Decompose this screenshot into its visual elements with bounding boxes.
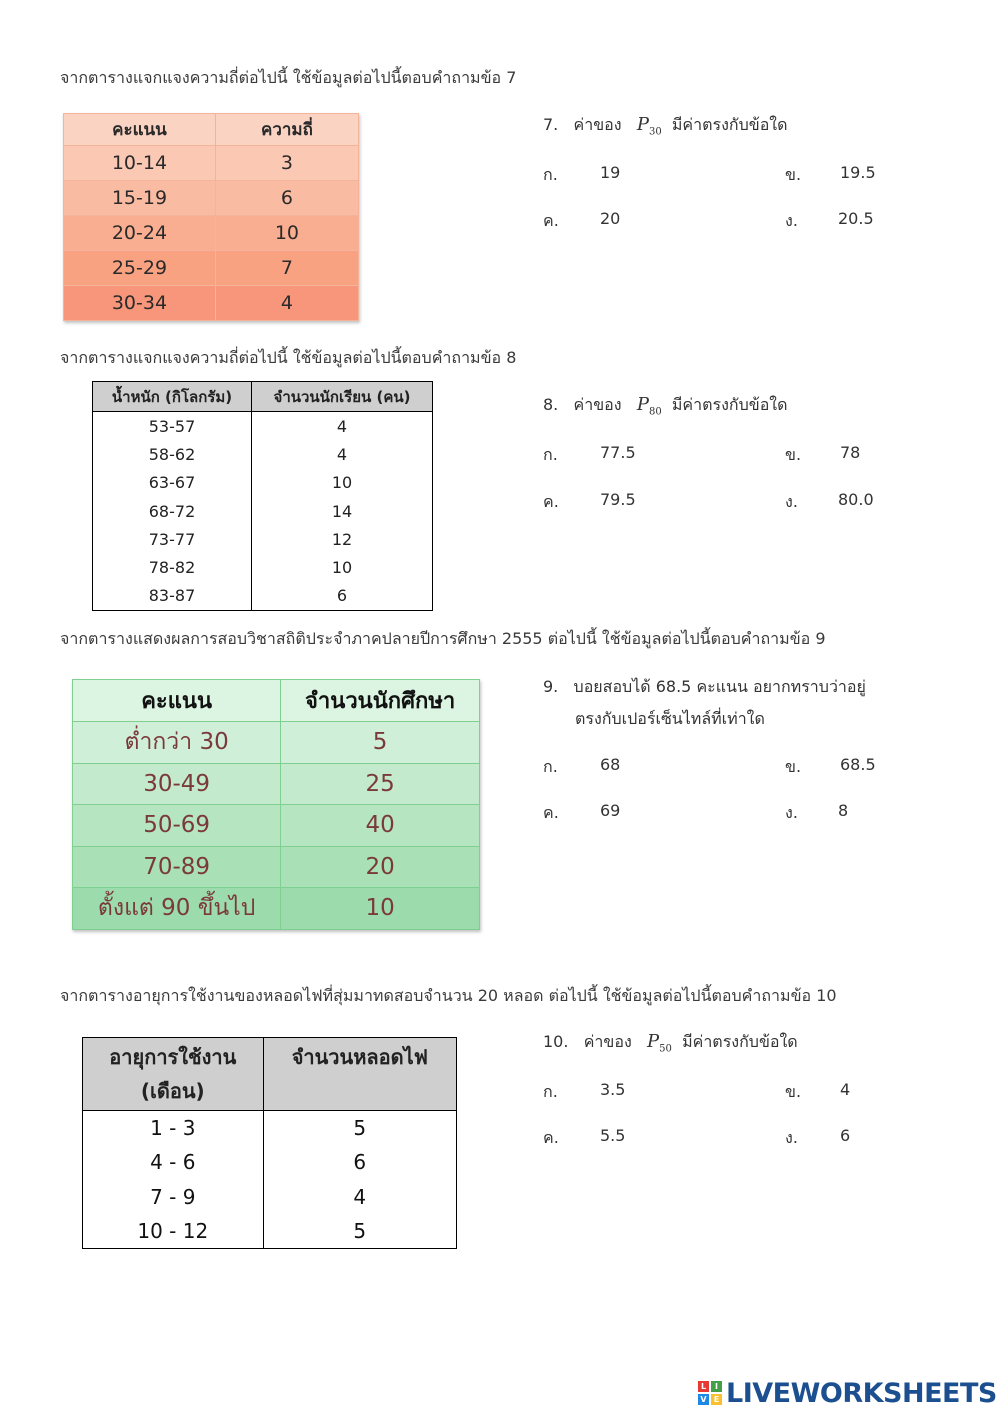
table-cell: 12 [252,525,433,553]
table-cell: ตั้งแต่ 90 ขึ้นไป [73,888,281,930]
table-cell: 5 [263,1214,456,1249]
table-cell: 63-67 [93,469,252,497]
option-value: 69 [600,801,621,820]
logo-squares-icon: L I V E [698,1381,722,1405]
bulb-lifetime-table [82,1037,457,1249]
option-value: 68 [600,755,621,774]
table-row [73,805,480,847]
table-cell: 10 [281,888,480,930]
table-cell: 1 - 3 [83,1111,264,1146]
table-row [83,1180,457,1214]
table-header: ความถี่ [215,114,358,146]
table-cell: 70-89 [73,846,281,888]
section2-intro: จากตารางแจกแจงความถี่ต่อไปนี้ ใช้ข้อมูลต่อไปนี้ตอบคำถามข้อ 8 [60,348,517,367]
table-cell: 53-57 [93,412,252,441]
question-number: 10. [543,1032,569,1051]
question-number: 9. [543,677,559,696]
table-cell: 10-14 [64,146,216,181]
table-cell: 6 [215,181,358,216]
table-row [73,722,480,764]
table-cell: 7 [215,251,358,286]
option-label: ค. [543,803,559,822]
table-cell: 10 [252,553,433,581]
option-value: 6 [840,1126,851,1145]
option-value: 19 [600,163,621,182]
option-label: ง. [785,803,798,822]
table-row [64,251,359,286]
table-cell: ต่ำกว่า 30 [73,722,281,764]
table-row [64,286,359,321]
table-row [73,888,480,930]
table-row [93,497,433,525]
question-number: 8. [543,395,559,414]
table-header: คะแนน [64,114,216,146]
table-cell: 20-24 [64,216,216,251]
section4-intro: จากตารางอายุการใช้งานของหลอดไฟที่สุ่มมาทดสอบจำนวน 20 หลอด ต่อไปนี้ ใช้ข้อมูลต่อไปนี้ตอบคำถามข้อ 10 [60,986,837,1005]
question-text: มีค่าตรงกับข้อใด [682,1032,798,1051]
question-text: ตรงกับเปอร์เซ็นไทล์ที่เท่าใด [575,709,765,728]
option-label: ข. [785,445,802,464]
table-cell: 5 [281,722,480,764]
table-cell: 10 [215,216,358,251]
option-value: 8 [838,801,849,820]
option-label: ก. [543,445,558,464]
table-row [93,582,433,611]
option-label: ข. [785,165,802,184]
table-cell: 4 - 6 [83,1145,264,1179]
percentile-symbol: $P_{50}$ [647,1031,672,1055]
option-value: 20.5 [838,209,874,228]
option-value: 80.0 [838,490,874,509]
table-cell: 5 [263,1111,456,1146]
table-cell: 4 [252,440,433,468]
option-label: ค. [543,492,559,511]
table-header: อายุการใช้งาน (เดือน) [83,1038,264,1111]
table-cell: 20 [281,846,480,888]
question-text: ค่าของ [583,1032,632,1051]
table-row [83,1111,457,1146]
table-header: จำนวนหลอดไฟ [263,1038,456,1111]
option-label: ค. [543,211,559,230]
percentile-symbol: $P_{80}$ [636,394,662,418]
table-cell: 78-82 [93,553,252,581]
table-cell: 4 [252,412,433,441]
table-cell: 58-62 [93,440,252,468]
option-label: ง. [785,492,798,511]
question-text: มีค่าตรงกับข้อใด [671,115,788,134]
table-row [93,412,433,441]
table-cell: 25-29 [64,251,216,286]
table-cell: 68-72 [93,497,252,525]
option-label: ข. [785,1082,802,1101]
table-row [93,469,433,497]
question-number: 7. [543,115,559,134]
option-value: 68.5 [840,755,876,774]
option-label: ก. [543,165,558,184]
section1-intro: จากตารางแจกแจงความถี่ต่อไปนี้ ใช้ข้อมูลต่อไปนี้ตอบคำถามข้อ 7 [60,68,517,87]
question-text: ค่าของ [573,395,622,414]
section3-intro: จากตารางแสดงผลการสอบวิชาสถิติประจำภาคปลายปีการศึกษา 2555 ต่อไปนี้ ใช้ข้อมูลต่อไปนี้ตอบคำถามข้อ 9 [60,629,826,648]
option-value: 78 [840,443,861,462]
table-row [73,763,480,805]
option-value: 3.5 [600,1080,626,1099]
table-cell: 50-69 [73,805,281,847]
table-cell: 14 [252,497,433,525]
table-cell: 4 [263,1180,456,1214]
table-row [64,181,359,216]
table-cell: 15-19 [64,181,216,216]
table-header: จำนวนนักเรียน (คน) [252,382,433,412]
score-frequency-table [63,113,359,321]
question-text: มีค่าตรงกับข้อใด [671,395,788,414]
table-cell: 4 [215,286,358,321]
table-cell: 3 [215,146,358,181]
table-row [93,440,433,468]
table-cell: 30-49 [73,763,281,805]
table-cell: 30-34 [64,286,216,321]
option-value: 20 [600,209,621,228]
option-label: ง. [785,211,798,230]
table-header: จำนวนนักศึกษา [281,680,480,722]
table-cell: 6 [263,1145,456,1179]
table-cell: 6 [252,582,433,611]
table-cell: 83-87 [93,582,252,611]
table-row [73,846,480,888]
table-cell: 7 - 9 [83,1180,264,1214]
liveworksheets-logo[interactable] [698,1376,997,1410]
option-label: ข. [785,757,802,776]
table-header: น้ำหนัก (กิโลกรัม) [93,382,252,412]
table-cell: 40 [281,805,480,847]
option-value: 79.5 [600,490,636,509]
table-cell: 10 [252,469,433,497]
option-label: ค. [543,1128,559,1147]
option-value: 5.5 [600,1126,626,1145]
table-row [83,1214,457,1249]
table-row [83,1145,457,1179]
option-value: 77.5 [600,443,636,462]
option-label: ก. [543,757,558,776]
question-text: บอยสอบได้ 68.5 คะแนน อยากทราบว่าอยู่ [573,677,866,696]
exam-result-table [72,679,480,930]
table-row [64,146,359,181]
percentile-symbol: $P_{30}$ [636,114,662,138]
option-value: 19.5 [840,163,876,182]
option-value: 4 [840,1080,851,1099]
table-row [64,216,359,251]
table-cell: 73-77 [93,525,252,553]
option-label: ง. [785,1128,798,1147]
table-row [93,553,433,581]
logo-text: LIVEWORKSHEETS [726,1377,997,1409]
question-text: ค่าของ [573,115,622,134]
table-header: คะแนน [73,680,281,722]
table-cell: 10 - 12 [83,1214,264,1249]
table-cell: 25 [281,763,480,805]
weight-frequency-table [92,381,433,611]
table-row [93,525,433,553]
option-label: ก. [543,1082,558,1101]
